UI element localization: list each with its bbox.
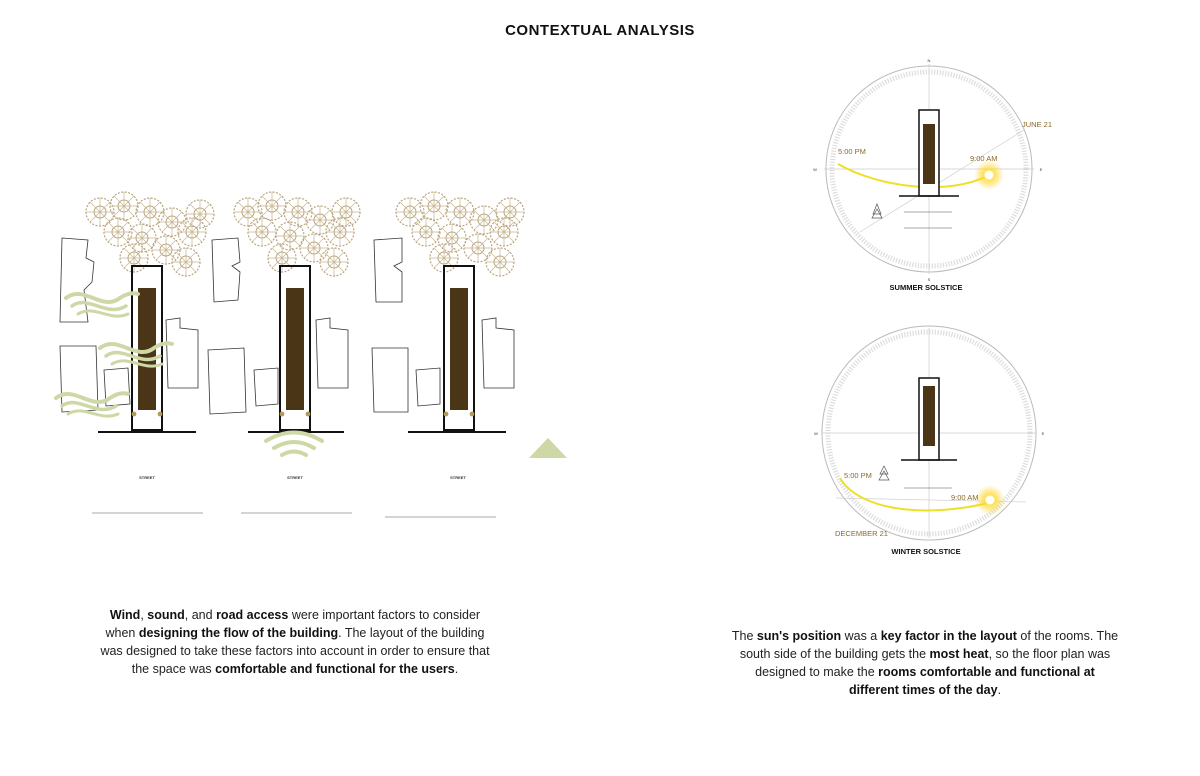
site-plan-wind (56, 192, 214, 513)
compass-e: E (1039, 167, 1043, 172)
summer-caption: SUMMER SOLSTICE (889, 283, 963, 292)
tree-icon (872, 204, 882, 218)
tree-canopy (396, 192, 524, 276)
summer-pm-label: 5:00 PM (838, 147, 866, 156)
summer-date-label: JUNE 21 (1022, 120, 1053, 129)
wind-sound-description: Wind, sound, and road access were important factors to consider when designing the flow of the building. The layout of the building was designed to take these factors into account in order to ensure that the space was comfortable and functional for the users. (100, 608, 490, 676)
sun-position-description: The sun's position was a key factor in the layout of the rooms. The south side of the building gets the most heat, so the floor plan was designed to make the rooms comfortable and functional at different times of the day. (731, 629, 1119, 697)
site-plan-sound (208, 192, 360, 513)
winter-caption: WINTER SOLSTICE (891, 547, 961, 556)
compass-s: S (927, 277, 931, 282)
sun-path (838, 164, 989, 187)
site-plan-road-access (372, 192, 524, 517)
street-label: STREET (450, 475, 466, 480)
winter-date-label: DECEMBER 21 (835, 529, 888, 538)
compass-w: W (814, 431, 818, 436)
compass-e: E (1041, 431, 1045, 436)
street-label: STREET (139, 475, 155, 480)
summer-solstice-diagram (813, 58, 1052, 292)
building-core (923, 386, 935, 446)
compass-n: N (927, 58, 931, 63)
building-core (450, 288, 468, 410)
winter-solstice-diagram (814, 326, 1045, 556)
winter-pm-label: 5:00 PM (844, 471, 872, 480)
compass-w: W (813, 167, 817, 172)
building-core (286, 288, 304, 410)
winter-am-label: 9:00 AM (951, 493, 979, 502)
tree-icon (879, 466, 889, 480)
summer-am-label: 9:00 AM (970, 154, 998, 163)
page-title: CONTEXTUAL ANALYSIS (505, 22, 695, 39)
building-core (923, 124, 935, 184)
street-label: STREET (287, 475, 303, 480)
tree-canopy (86, 192, 214, 276)
sound-waves-icon (266, 433, 322, 456)
north-arrow-icon (529, 438, 567, 458)
tree-canopy (234, 192, 360, 276)
